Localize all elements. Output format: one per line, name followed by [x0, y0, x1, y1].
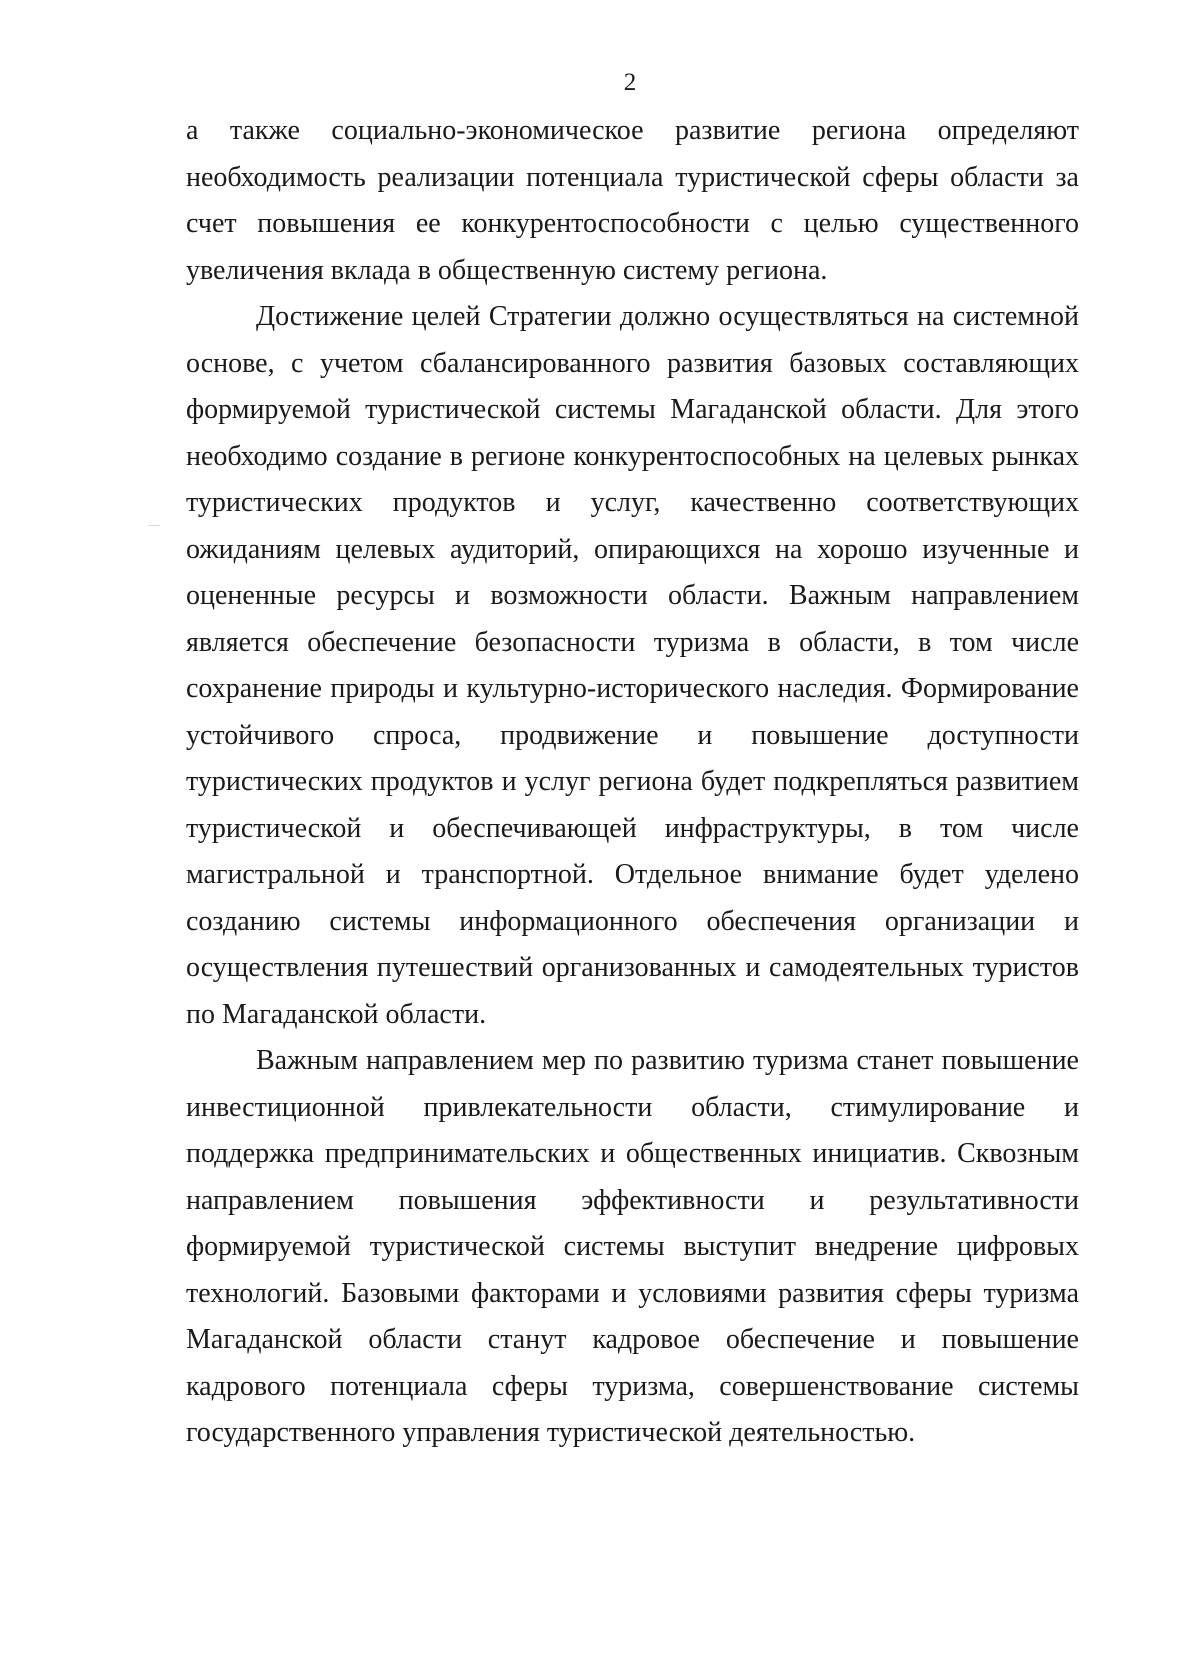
page-number: 2: [623, 69, 637, 96]
body-text: [186, 108, 1079, 1457]
paragraph-development-measures: Важным направлением мер по развитию туризма станет повышение инвестиционной привлекательности области, стимулирование и поддержка предпринимательских и общественных инициатив. Сквозным направлением повышения эффективности и результативности формируемой туристической системы выступит внедрение цифровых технологий. Базовыми факторами и условиями развития сферы туризма Магаданской области станут кадровое обеспечение и повышение кадрового потенциала сферы туризма, совершенствование системы государственного управления туристической деятельностью.: [186, 1045, 1079, 1448]
paragraph-continuation: а также социально-экономическое развитие региона определяют необходимость реализации потенциала туристической сферы области за счет повышения ее конкурентоспособности с целью существенного увеличения вклада в общественную систему региона.: [186, 115, 1079, 286]
paragraph-strategy-goals: Достижение целей Стратегии должно осуществляться на системной основе, с учетом сбалансированного развития базовых составляющих формируемой туристической системы Магаданской области. Для этого необходимо создание в регионе конкурентоспособных на целевых рынках туристических продуктов и услуг, качественно соответствующих ожиданиям целевых аудиторий, опирающихся на хорошо изученные и оцененные ресурсы и возможности области. Важным направлением является обеспечение безопасности туризма в области, в том числе сохранение природы и культурно-исторического наследия. Формирование устойчивого спроса, продвижение и повышение доступности туристических продуктов и услуг региона будет подкрепляться развитием туристической и обеспечивающей инфраструктуры, в том числе магистральной и транспортной. Отдельное внимание будет уделено созданию системы информационного обеспечения организации и осуществления путешествий организованных и самодеятельных туристов по Магаданской области.: [186, 301, 1079, 1030]
margin-mark: [148, 525, 160, 526]
